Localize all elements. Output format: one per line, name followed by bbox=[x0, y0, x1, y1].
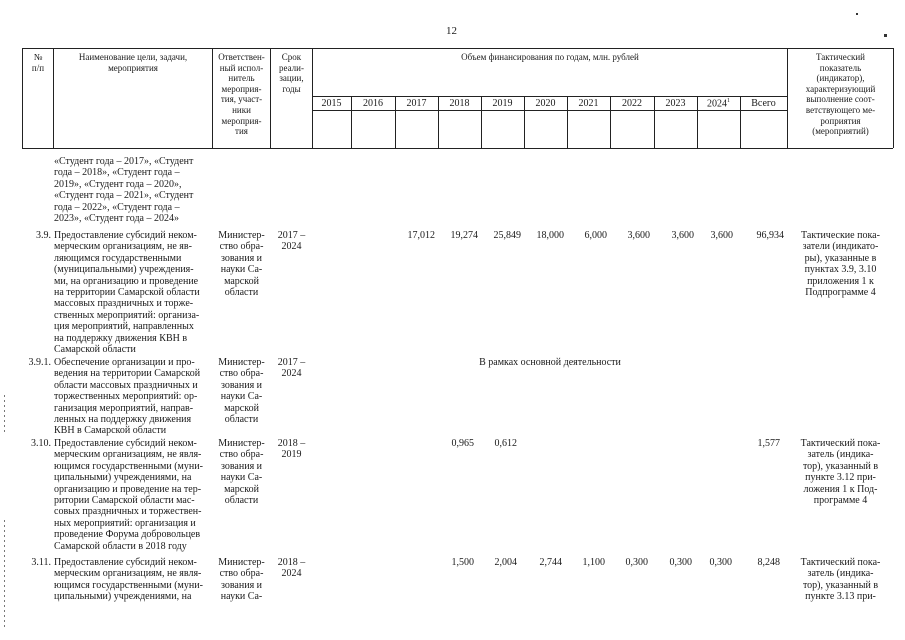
row-number: 3.9.1. bbox=[28, 357, 51, 368]
year-2024-label: 2024 bbox=[707, 98, 727, 110]
row-name: Предоставление субсидий неком- мерческим организациям, не яв- ляющимся государственными (муниципальными) учреждения- ми, на организацию и проведение на территории Самарской области массовых праздничных и торже- ственных мероприятий: организа- ция мероприятий, направленных на поддержку движения КВН в Самарской области bbox=[54, 230, 200, 356]
row-indicator: Тактический пока- затель (индика- тор), указанный в пункте 3.13 при- bbox=[800, 557, 881, 603]
year-2016: 2016 bbox=[363, 98, 383, 109]
value-2019: 25,849 bbox=[493, 230, 521, 241]
row-name: Предоставление субсидий неком- мерческим организациям, не явля- ющимся государственными (муни- ципальными) учреждениями, на bbox=[54, 557, 203, 603]
header-name: Наименование цели, задачи, мероприятия bbox=[78, 52, 188, 73]
footnote-marker: 1 bbox=[727, 98, 730, 104]
year-2021: 2021 bbox=[578, 98, 599, 109]
header-term: Срок реали- зации, годы bbox=[279, 52, 304, 94]
row-term: 2018 – 2019 bbox=[277, 438, 306, 461]
scan-artifact bbox=[4, 395, 5, 435]
value-2020: 18,000 bbox=[536, 230, 564, 241]
value-2019: 2,004 bbox=[494, 557, 517, 568]
year-2019: 2019 bbox=[492, 98, 513, 109]
value-total: 96,934 bbox=[756, 230, 784, 241]
row-executor: Министер- ство обра- зования и науки Са- марской области bbox=[218, 357, 265, 426]
value-2023: 3,600 bbox=[671, 230, 694, 241]
row-term: 2017 – 2024 bbox=[277, 357, 306, 380]
row-name: Обеспечение организации и про- ведения на территории Самарской области массовых праздничных и торжественных мероприятий: ор- ганизация мероприятий, направ- ленных на поддержку движения КВН в Самарской области bbox=[54, 357, 201, 437]
row-term: 2018 – 2024 bbox=[277, 557, 306, 580]
col-border bbox=[893, 48, 894, 148]
value-2018: 0,965 bbox=[451, 438, 474, 449]
value-2021: 6,000 bbox=[584, 230, 607, 241]
scan-artifact bbox=[4, 520, 5, 630]
year-total: Всего bbox=[751, 98, 776, 109]
value-2020: 2,744 bbox=[539, 557, 562, 568]
row-indicator: Тактические пока- затели (индикато- ры), указанные в пунктах 3.9, 3.10 приложения 1 к Подпрограмме 4 bbox=[801, 230, 880, 299]
value-2024: 0,300 bbox=[709, 557, 732, 568]
year-2018: 2018 bbox=[449, 98, 470, 109]
value-2021: 1,100 bbox=[582, 557, 605, 568]
header-indicator: Тактический показатель (индикатор), характеризующий выполнение соот- ветствующего ме- роприятия (мероприятий) bbox=[805, 52, 876, 137]
value-2018: 19,274 bbox=[450, 230, 478, 241]
row-indicator: Тактический пока- затель (индика- тор), указанный в пункте 3.12 при- ложения 1 к Под- программе 4 bbox=[800, 438, 881, 507]
row-continuation-name: «Студент года – 2017», «Студент года – 2018», «Студент года – 2019», «Студент года – 2020», «Студент года – 2021», «Студент года – 2022», «Студент года – 2023», «Студент года – 2024» bbox=[54, 156, 194, 225]
header-top-border bbox=[22, 48, 893, 49]
row-number: 3.9. bbox=[36, 230, 51, 241]
row-executor: Министер- ство обра- зования и науки Са- bbox=[218, 557, 265, 603]
header-bottom-border bbox=[22, 148, 893, 149]
value-2019: 0,612 bbox=[494, 438, 517, 449]
value-total: 1,577 bbox=[757, 438, 780, 449]
header-executor: Ответствен- ный испол- нитель мероприя- тия, участ- ники мероприя- тия bbox=[218, 52, 265, 137]
row-number: 3.10. bbox=[31, 438, 51, 449]
year-2024 bbox=[697, 98, 740, 109]
year-2022: 2022 bbox=[622, 98, 642, 109]
row-term: 2017 – 2024 bbox=[277, 230, 306, 253]
row-number: 3.11. bbox=[31, 557, 51, 568]
row-name: Предоставление субсидий неком- мерческим организациям, не явля- ющимся государственными (муни- ципальными) учреждениями, на организацию и проведение на тер- ритории Самарской области мас- совых праздничных и торжествен- ных мероприятий: организация и проведение Форума добровольцев Самарской области в 2018 году bbox=[54, 438, 203, 552]
value-total: 8,248 bbox=[757, 557, 780, 568]
value-2022: 3,600 bbox=[627, 230, 650, 241]
header-financing: Объем финансирования по годам, млн. рублей bbox=[461, 52, 639, 62]
value-2022: 0,300 bbox=[625, 557, 648, 568]
row-executor: Министер- ство обра- зования и науки Са- марской области bbox=[218, 438, 265, 507]
value-2018: 1,500 bbox=[451, 557, 474, 568]
row-span-text: В рамках основной деятельности bbox=[479, 357, 621, 368]
value-2023: 0,300 bbox=[669, 557, 692, 568]
year-2020: 2020 bbox=[535, 98, 556, 109]
years-bottom-border bbox=[312, 110, 787, 111]
scan-speck bbox=[884, 34, 887, 37]
scan-speck bbox=[856, 13, 858, 15]
header-num: № п/п bbox=[31, 52, 45, 73]
year-2015: 2015 bbox=[321, 98, 342, 109]
value-2017: 17,012 bbox=[407, 230, 435, 241]
value-2024: 3,600 bbox=[710, 230, 733, 241]
row-executor: Министер- ство обра- зования и науки Са- марской области bbox=[218, 230, 265, 299]
years-top-border bbox=[312, 96, 787, 97]
page-number: 12 bbox=[446, 25, 457, 37]
year-2017: 2017 bbox=[406, 98, 427, 109]
year-2023: 2023 bbox=[665, 98, 686, 109]
